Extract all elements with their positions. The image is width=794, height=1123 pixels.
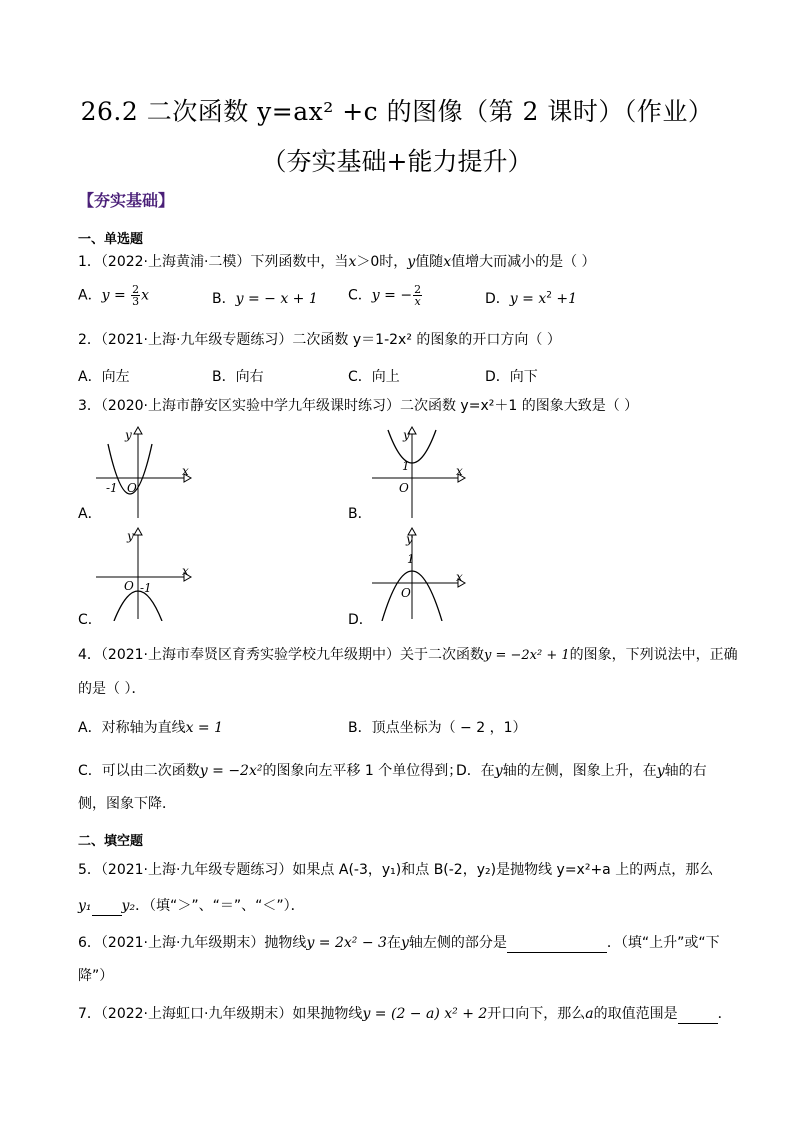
q1-option-d: D．$y = x^2 +1$ xyxy=(485,290,578,307)
svg-text:x: x xyxy=(456,464,463,478)
svg-text:x: x xyxy=(456,570,463,584)
page-title: 26.2 二次函数 y=ax² +c 的图像（第 2 课时）（作业） xyxy=(80,97,714,126)
svg-text:y: y xyxy=(127,529,134,543)
question-1 xyxy=(78,252,596,272)
svg-text:y: y xyxy=(406,532,413,546)
q3-option-a: A． xyxy=(78,506,102,522)
q2-option-a: A．向左 xyxy=(78,369,130,385)
q1-prefix: 1．（2022·上海黄浦·二模）下列函数中，当 xyxy=(78,254,349,270)
q4-option-d: D．在y轴的左侧，图象上升，在y轴的右 xyxy=(456,763,707,779)
q1-option-b: B．y = − x + 1 xyxy=(212,291,318,307)
q3-graph-b xyxy=(370,424,470,520)
question-6-line2: 降”） xyxy=(78,968,114,984)
q6-answer-blank[interactable] xyxy=(507,938,607,953)
part-heading-single-choice: 一、单选题 xyxy=(78,232,144,247)
q1-x: x xyxy=(348,254,357,270)
q3-option-b: B． xyxy=(348,506,372,522)
part-heading-fill-blank: 二、填空题 xyxy=(78,834,144,849)
page-subtitle: （夯实基础+能力提升） xyxy=(261,147,533,176)
q1-option-c: C．y = − $\frac{2}{x}$ xyxy=(348,283,422,308)
q4-option-d-line2: 侧，图象下降． xyxy=(78,796,176,812)
q3-graph-d xyxy=(370,525,470,621)
q3-option-c: C． xyxy=(78,612,102,628)
svg-text:O: O xyxy=(127,481,137,495)
question-6: 6．（2021·上海·九年级期末）抛物线y = 2x² − 3在y轴左侧的部分是 ．（填“上升”或“下 xyxy=(78,935,720,951)
question-2: 2．（2021·上海·九年级专题练习）二次函数 y＝1-2x² 的图象的开口方向（ ） xyxy=(78,332,561,348)
q2-option-d: D．向下 xyxy=(485,369,538,385)
svg-text:-1: -1 xyxy=(106,481,118,495)
q3-option-d: D． xyxy=(348,612,373,628)
svg-text:-1: -1 xyxy=(140,581,152,595)
q3-graph-c xyxy=(94,525,194,621)
q1-option-a: A．y = $\frac{2}{3}$ x xyxy=(78,283,150,308)
svg-text:x: x xyxy=(182,464,189,478)
q2-option-b: B．向右 xyxy=(212,369,264,385)
question-4: 4．（2021·上海市奉贤区育秀实验学校九年级期中）关于二次函数y = −2x² + 1的图象，下列说法中，正确 xyxy=(78,647,738,663)
svg-text:y: y xyxy=(125,428,132,442)
svg-text:x: x xyxy=(182,564,189,578)
section-heading: 【夯实基础】 xyxy=(78,191,175,210)
q1-y: y xyxy=(407,254,416,270)
q4-option-b: B．顶点坐标为（ − 2 ，1） xyxy=(348,720,527,736)
svg-text:O: O xyxy=(124,579,134,593)
question-3: 3．（2020·上海市静安区实验中学九年级课时练习）二次函数 y=x²＋1 的图象大致是（ ） xyxy=(78,398,639,414)
q2-option-c: C．向上 xyxy=(348,369,400,385)
q4-option-a: A．对称轴为直线x = 1 xyxy=(78,720,224,736)
q4-option-c: C．可以由二次函数y = −2x²的图象向左平移 1 个单位得到； xyxy=(78,763,463,779)
question-4-line2: 的是（ ）． xyxy=(78,681,146,697)
q3-graph-a xyxy=(94,424,194,520)
question-5-line2: y₁ y₂．（填“＞”、“＝”、“＜”）． xyxy=(78,898,305,914)
q7-answer-blank[interactable] xyxy=(678,1009,718,1024)
svg-text:1: 1 xyxy=(407,552,415,566)
question-5: 5．（2021·上海·九年级专题练习）如果点 A(-3，y₁)和点 B(-2，y₂)是抛物线 y=x²+a 上的两点，那么 xyxy=(78,862,714,878)
q1-suffix: 值增大而减小的是（ ） xyxy=(451,254,596,270)
q1-mid1: ＞0时， xyxy=(356,254,408,270)
q1-x2: x xyxy=(443,254,452,270)
svg-text:O: O xyxy=(401,586,411,600)
svg-text:1: 1 xyxy=(402,459,410,473)
svg-text:y: y xyxy=(403,428,410,442)
question-7: 7．（2022·上海虹口·九年级期末）如果抛物线y = (2 − a) x² + 2开口向下，那么a的取值范围是 ． xyxy=(78,1006,732,1022)
svg-text:O: O xyxy=(399,481,409,495)
q1-mid2: 值随 xyxy=(415,254,444,270)
q5-answer-blank[interactable] xyxy=(92,901,122,916)
y-arrow-icon xyxy=(134,528,142,535)
y-arrow-icon xyxy=(134,427,142,434)
